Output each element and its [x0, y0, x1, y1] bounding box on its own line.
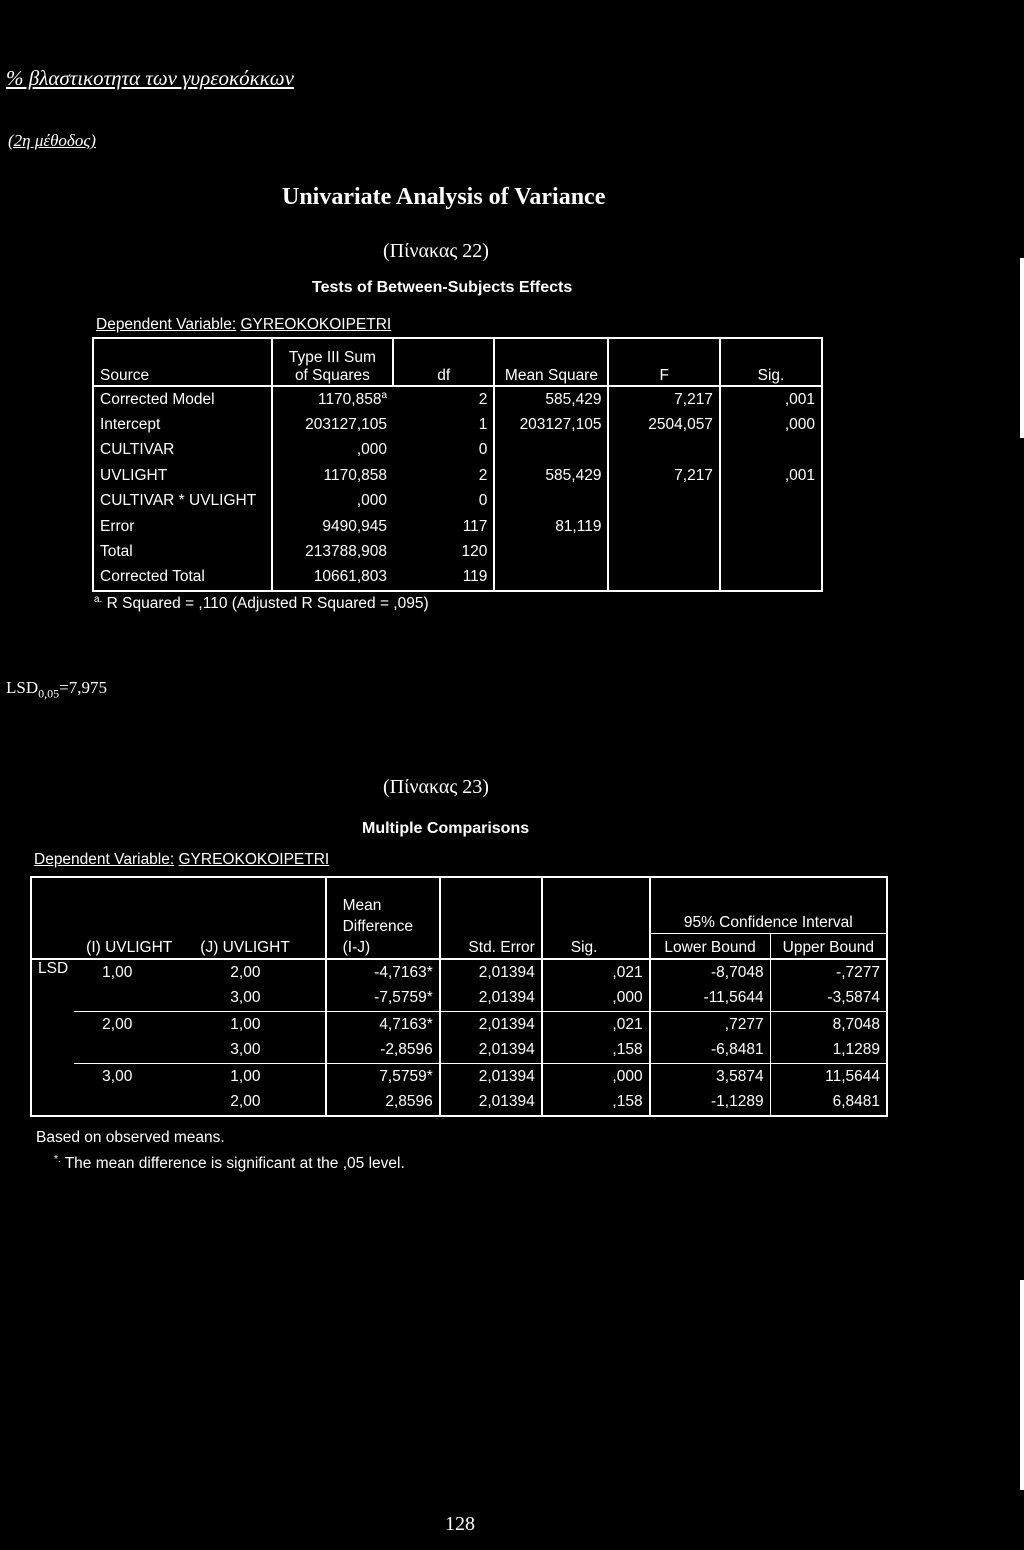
header-f: F — [608, 338, 719, 386]
dependent-label: Dependent Variable: — [96, 316, 237, 333]
cell-upper: 6,8481 — [832, 1093, 880, 1111]
cell-ss-value: 1170,858 — [323, 466, 388, 484]
cell-ms-value: 203127,105 — [519, 416, 602, 434]
cell-sig: ,021 — [542, 959, 650, 986]
cell-upper: -3,5874 — [827, 989, 880, 1007]
cell-source-value: CULTIVAR — [100, 441, 175, 459]
cell-j: 1,00 — [178, 1064, 325, 1090]
footnote-text: R Squared = ,110 (Adjusted R Squared = ,095) — [106, 595, 429, 613]
table-row — [31, 1038, 887, 1064]
footnote-marker: a — [381, 390, 388, 402]
cell-df-value: 2 — [478, 466, 488, 484]
cell-source — [93, 386, 272, 412]
table-row — [31, 1064, 887, 1090]
table2-dependent-variable — [34, 851, 329, 869]
page-number: 128 — [445, 1513, 475, 1535]
cell-se: 2,01394 — [440, 1064, 542, 1090]
cell-ss-value: 213788,908 — [305, 543, 388, 561]
header-confidence-interval: 95% Confidence Interval — [650, 877, 887, 933]
cell-df — [393, 489, 494, 514]
cell-sig — [720, 539, 822, 564]
table1-caption: (Πίνακας 22) — [383, 240, 489, 262]
scan-edge-mark — [1020, 258, 1024, 438]
table2-footnote-significance — [54, 1154, 405, 1173]
cell-f — [608, 386, 719, 412]
header-method — [31, 877, 74, 959]
cell-ms — [494, 489, 608, 514]
footnote-text: The mean difference is significant at the ,05 level. — [64, 1155, 405, 1173]
cell-sig — [720, 489, 822, 514]
footnote-mark: *. — [54, 1154, 61, 1165]
cell-ss-value: ,000 — [356, 441, 388, 459]
table-row — [31, 959, 887, 986]
cell-upper: 8,7048 — [770, 1012, 887, 1038]
cell-j: 1,00 — [178, 1012, 325, 1038]
cell-sig-value: ,001 — [784, 390, 815, 408]
cell-i: 2,00 — [74, 1012, 178, 1038]
cell-df — [393, 539, 494, 564]
cell-i — [74, 1038, 178, 1064]
header-sig: Sig. — [720, 338, 822, 386]
cell-f-value: 2504,057 — [648, 416, 713, 434]
cell-ms — [494, 438, 608, 463]
cell-ms — [494, 463, 608, 488]
table2-title: Multiple Comparisons — [362, 820, 530, 837]
header-j-uvlight: (J) UVLIGHT — [178, 877, 325, 959]
cell-lower: -11,5644 — [650, 986, 771, 1012]
method-heading: (2η μέθοδος) — [8, 131, 96, 150]
cell-ss — [272, 514, 393, 539]
cell-f — [608, 514, 719, 539]
cell-f — [608, 412, 719, 437]
cell-lower: -8,7048 — [650, 959, 771, 986]
cell-ss — [272, 386, 393, 412]
header-std-error: Std. Error — [440, 877, 542, 959]
footnote-mark: a. — [94, 594, 103, 605]
header-mean-square: Mean Square — [494, 338, 608, 386]
cell-upper: -,7277 — [836, 963, 880, 981]
table1-title: Tests of Between-Subjects Effects — [312, 279, 573, 296]
cell-df-value: 2 — [478, 390, 488, 408]
cell-se: 2,01394 — [440, 1038, 542, 1064]
cell-ss-value: 1170,858 — [317, 391, 382, 409]
cell-j: 2,00 — [178, 1090, 325, 1117]
cell-source — [93, 565, 272, 591]
cell-sig-value: ,000 — [784, 416, 815, 434]
cell-df-value: 117 — [462, 517, 488, 535]
cell-source-value: Corrected Model — [100, 390, 215, 408]
cell-ss — [272, 539, 393, 564]
cell-source-value: UVLIGHT — [100, 466, 168, 484]
cell-sig — [720, 386, 822, 412]
table-row — [31, 986, 887, 1012]
cell-sig: ,021 — [542, 1012, 650, 1038]
cell-df — [393, 565, 494, 591]
table-row — [93, 386, 822, 412]
cell-sig: ,000 — [542, 1064, 650, 1090]
cell-se: 2,01394 — [440, 1012, 542, 1038]
cell-df — [393, 412, 494, 437]
table-row — [93, 565, 822, 591]
cell-i — [74, 1090, 178, 1117]
table-row — [93, 463, 822, 488]
cell-source — [93, 539, 272, 564]
table-row — [93, 539, 822, 564]
cell-f — [608, 463, 719, 488]
table2-footnote-means: Based on observed means. — [36, 1129, 225, 1146]
cell-df — [393, 514, 494, 539]
method-label: LSD — [38, 960, 69, 977]
cell-i: 1,00 — [102, 963, 133, 981]
cell-lower: -1,1289 — [650, 1090, 771, 1117]
header-sig: Sig. — [542, 877, 650, 959]
table1-dependent-variable — [96, 316, 391, 334]
cell-source-value: Intercept — [100, 416, 161, 434]
cell-source-value: Corrected Total — [100, 568, 205, 586]
cell-ss — [272, 489, 393, 514]
cell-f — [608, 539, 719, 564]
scan-edge-mark — [1020, 1280, 1024, 1490]
cell-ms — [494, 386, 608, 412]
dependent-value: GYREOKOKOIPETRI — [178, 851, 330, 868]
lsd-number: =7,975 — [59, 678, 107, 697]
cell-sig — [720, 514, 822, 539]
cell-ss — [272, 438, 393, 463]
cell-se: 2,01394 — [440, 1090, 542, 1117]
header-md-line1: Mean — [342, 897, 382, 914]
cell-ms — [494, 412, 608, 437]
dependent-label: Dependent Variable: — [34, 851, 175, 868]
cell-ms-value: 585,429 — [545, 466, 602, 484]
table-row — [31, 1090, 887, 1117]
cell-source-value: Total — [100, 543, 133, 561]
cell-source — [93, 463, 272, 488]
cell-df — [393, 438, 494, 463]
cell-source — [93, 489, 272, 514]
cell-sig: ,158 — [542, 1038, 650, 1064]
header-lower-bound: Lower Bound — [650, 933, 771, 959]
table-header-row — [93, 338, 822, 386]
lsd-value — [6, 678, 107, 701]
cell-df-value: 119 — [462, 568, 488, 586]
cell-source-value: CULTIVAR * UVLIGHT — [100, 492, 257, 510]
cell-upper: 11,5644 — [770, 1064, 887, 1090]
table-row — [93, 412, 822, 437]
cell-ss — [272, 463, 393, 488]
cell-ss-value: ,000 — [356, 492, 388, 510]
table-row — [93, 489, 822, 514]
cell-ss — [272, 565, 393, 591]
cell-sig — [720, 438, 822, 463]
header-ss-line2: of Squares — [294, 367, 370, 384]
cell-source — [93, 514, 272, 539]
cell-f-value: 7,217 — [674, 466, 713, 484]
document-subject-heading: % βλαστικοτητα των γυρεοκόκκων — [6, 66, 294, 90]
cell-f — [608, 565, 719, 591]
cell-ms — [494, 539, 608, 564]
header-md-line2: Difference — [342, 918, 413, 935]
header-upper-bound: Upper Bound — [770, 933, 887, 959]
table-row — [93, 438, 822, 463]
cell-f — [608, 489, 719, 514]
cell-i: 3,00 — [74, 1064, 178, 1090]
page-title: Univariate Analysis of Variance — [282, 184, 606, 210]
header-mean-difference — [326, 877, 440, 959]
cell-source — [93, 412, 272, 437]
multiple-comparisons-table — [30, 876, 888, 1117]
cell-sig — [720, 565, 822, 591]
dependent-value: GYREOKOKOIPETRI — [240, 316, 392, 333]
cell-f-value: 7,217 — [674, 390, 713, 408]
cell-sig: ,158 — [542, 1090, 650, 1117]
cell-ss-value: 10661,803 — [313, 568, 388, 586]
cell-md: -4,7163* — [326, 959, 440, 986]
cell-ss-value: 9490,945 — [322, 517, 388, 535]
cell-sig — [720, 412, 822, 437]
cell-df-value: 0 — [478, 492, 488, 510]
cell-sig — [720, 463, 822, 488]
cell-ms-value: 81,119 — [555, 517, 602, 535]
cell-j: 2,00 — [178, 959, 325, 986]
cell-df — [393, 386, 494, 412]
cell-i — [74, 986, 178, 1012]
cell-upper: 1,1289 — [832, 1041, 880, 1059]
cell-md: -2,8596 — [326, 1038, 440, 1064]
header-ss-line1: Type III Sum — [288, 349, 376, 366]
between-subjects-effects-table — [92, 337, 823, 592]
table1-footnote — [94, 594, 429, 613]
table-row — [31, 1012, 887, 1038]
cell-sig: ,000 — [542, 986, 650, 1012]
cell-ss — [272, 412, 393, 437]
cell-lower: ,7277 — [650, 1012, 771, 1038]
cell-df — [393, 463, 494, 488]
table2-caption: (Πίνακας 23) — [383, 776, 489, 798]
cell-j: 3,00 — [178, 986, 325, 1012]
cell-se: 2,01394 — [440, 986, 542, 1012]
cell-ms — [494, 514, 608, 539]
table-header-row — [31, 877, 887, 933]
cell-lower: -6,8481 — [650, 1038, 771, 1064]
header-df: df — [393, 338, 494, 386]
cell-j: 3,00 — [178, 1038, 325, 1064]
cell-md: 2,8596 — [326, 1090, 440, 1117]
lsd-subscript: 0,05 — [38, 686, 60, 701]
header-sum-of-squares — [272, 338, 393, 386]
cell-ms-value: 585,429 — [545, 390, 602, 408]
header-i-uvlight: (I) UVLIGHT — [74, 877, 178, 959]
cell-df-value: 1 — [478, 416, 488, 434]
cell-source — [93, 438, 272, 463]
cell-df-value: 120 — [461, 543, 488, 561]
cell-ss-value: 203127,105 — [305, 416, 388, 434]
cell-md: 7,5759* — [326, 1064, 440, 1090]
lsd-prefix: LSD — [6, 678, 39, 697]
cell-source-value: Error — [100, 517, 135, 535]
cell-md: -7,5759* — [326, 986, 440, 1012]
table-row — [93, 514, 822, 539]
cell-ms — [494, 565, 608, 591]
cell-md: 4,7163* — [326, 1012, 440, 1038]
header-source: Source — [93, 338, 272, 386]
cell-sig-value: ,001 — [784, 466, 815, 484]
cell-se: 2,01394 — [440, 959, 542, 986]
cell-df-value: 0 — [478, 441, 488, 459]
cell-f — [608, 438, 719, 463]
header-md-line3: (I-J) — [342, 939, 371, 956]
cell-lower: 3,5874 — [650, 1064, 771, 1090]
